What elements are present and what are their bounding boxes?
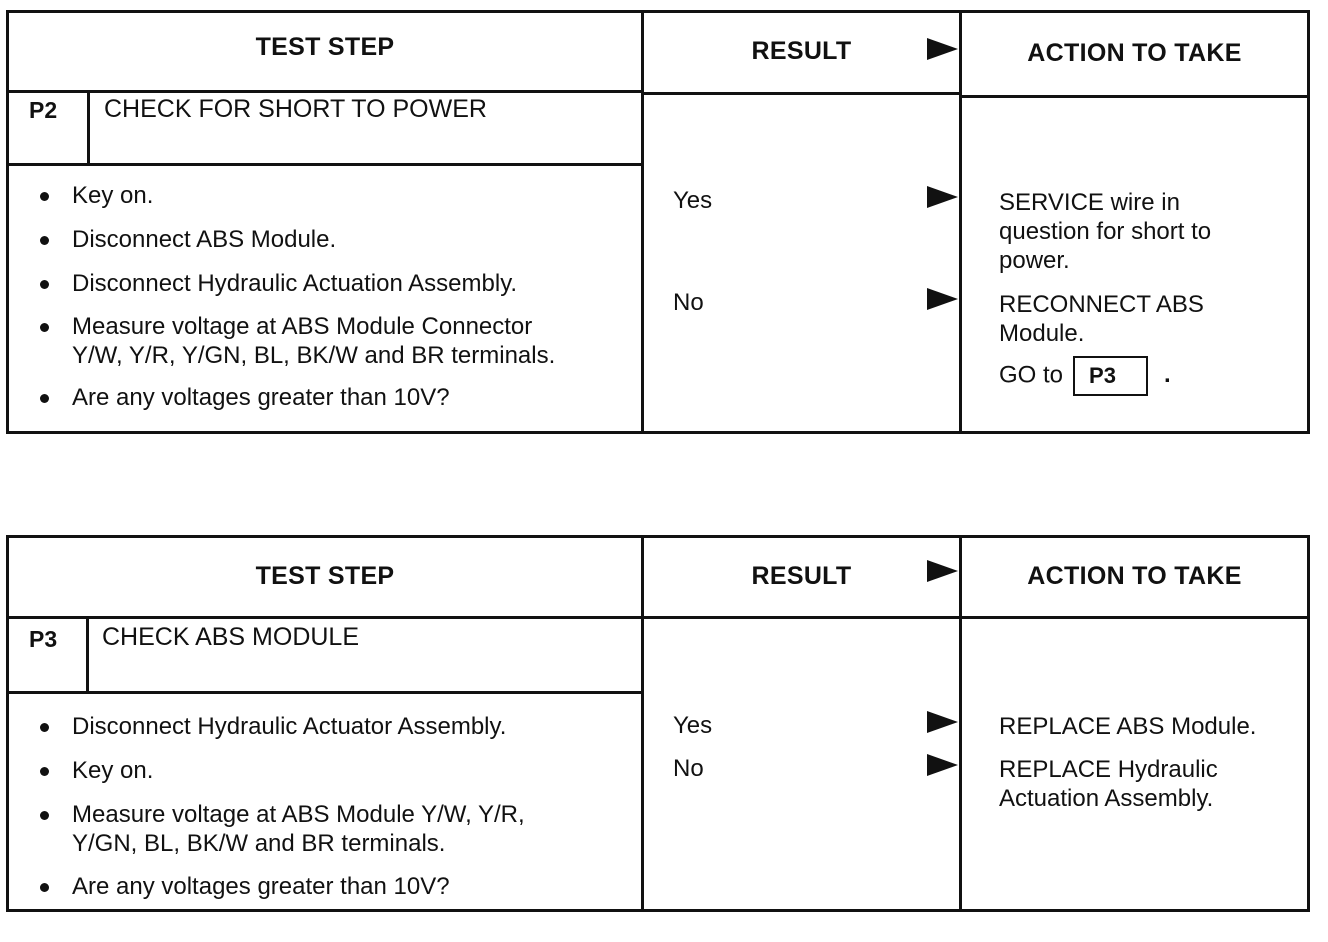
instruction-item: Are any voltages greater than 10V?	[37, 872, 525, 901]
header-divider	[9, 616, 1307, 619]
header-action: ACTION TO TAKE	[1027, 39, 1242, 67]
arrow-icon	[927, 754, 958, 776]
action-line: REPLACE ABS Module.	[999, 713, 1257, 740]
instruction-item: Key on.	[37, 181, 555, 210]
arrow-icon	[927, 560, 958, 582]
instruction-item-continuation	[37, 341, 555, 370]
test-instructions	[37, 181, 555, 412]
column-divider	[959, 538, 962, 909]
goto-step-link[interactable]: P3	[1073, 356, 1148, 396]
arrow-icon	[927, 288, 958, 310]
step-title: CHECK FOR SHORT TO POWER	[104, 95, 487, 123]
header-result: RESULT	[751, 37, 852, 65]
column-divider	[959, 13, 962, 431]
header-divider	[9, 90, 641, 93]
instruction-text: Y/W, Y/R, Y/GN, BL, BK/W and BR terminals.	[72, 342, 556, 369]
result-yes: Yes	[673, 712, 713, 739]
goto-period: .	[1163, 361, 1171, 389]
test-step-table-p2	[6, 10, 1310, 434]
action-line: power.	[999, 247, 1070, 274]
step-id-divider	[87, 90, 90, 163]
column-divider	[641, 13, 644, 431]
action-line: Actuation Assembly.	[999, 785, 1214, 812]
instruction-item: Measure voltage at ABS Module Y/W, Y/R,	[37, 800, 525, 829]
step-title: CHECK ABS MODULE	[102, 623, 360, 651]
instruction-item: Disconnect Hydraulic Actuator Assembly.	[37, 712, 525, 741]
header-action: ACTION TO TAKE	[1027, 562, 1242, 590]
instruction-item: Measure voltage at ABS Module Connector	[37, 312, 555, 341]
instruction-text: Y/GN, BL, BK/W and BR terminals.	[72, 830, 446, 857]
result-yes: Yes	[673, 187, 713, 214]
header-result: RESULT	[751, 562, 852, 590]
action-no	[999, 290, 1204, 348]
action-line: Module.	[999, 320, 1085, 347]
title-divider	[9, 691, 641, 694]
step-id: P3	[29, 626, 58, 652]
test-instructions	[37, 712, 525, 901]
step-id: P2	[29, 97, 58, 123]
instruction-item: Key on.	[37, 756, 525, 785]
action-line: SERVICE wire in	[999, 189, 1180, 216]
header-divider	[641, 92, 959, 95]
action-line: RECONNECT ABS	[999, 291, 1204, 318]
action-yes	[999, 188, 1211, 275]
header-divider	[959, 95, 1307, 98]
result-no: No	[673, 289, 704, 316]
test-step-table-p3	[6, 535, 1310, 912]
result-no: No	[673, 755, 704, 782]
action-yes	[999, 712, 1256, 741]
header-test-step: TEST STEP	[255, 33, 395, 61]
instruction-item: Disconnect Hydraulic Actuation Assembly.	[37, 269, 555, 298]
goto-label: GO to	[999, 361, 1064, 389]
action-line: question for short to	[999, 218, 1212, 245]
title-divider	[9, 163, 641, 166]
instruction-item-continuation	[37, 829, 525, 858]
instruction-item: Are any voltages greater than 10V?	[37, 383, 555, 412]
column-divider	[641, 538, 644, 909]
arrow-icon	[927, 711, 958, 733]
action-no	[999, 755, 1218, 813]
arrow-icon	[927, 186, 958, 208]
header-test-step: TEST STEP	[255, 562, 395, 590]
action-line: REPLACE Hydraulic	[999, 756, 1218, 783]
goto-instruction	[999, 356, 1171, 396]
instruction-item: Disconnect ABS Module.	[37, 225, 555, 254]
step-id-divider	[86, 616, 89, 691]
arrow-icon	[927, 38, 958, 60]
